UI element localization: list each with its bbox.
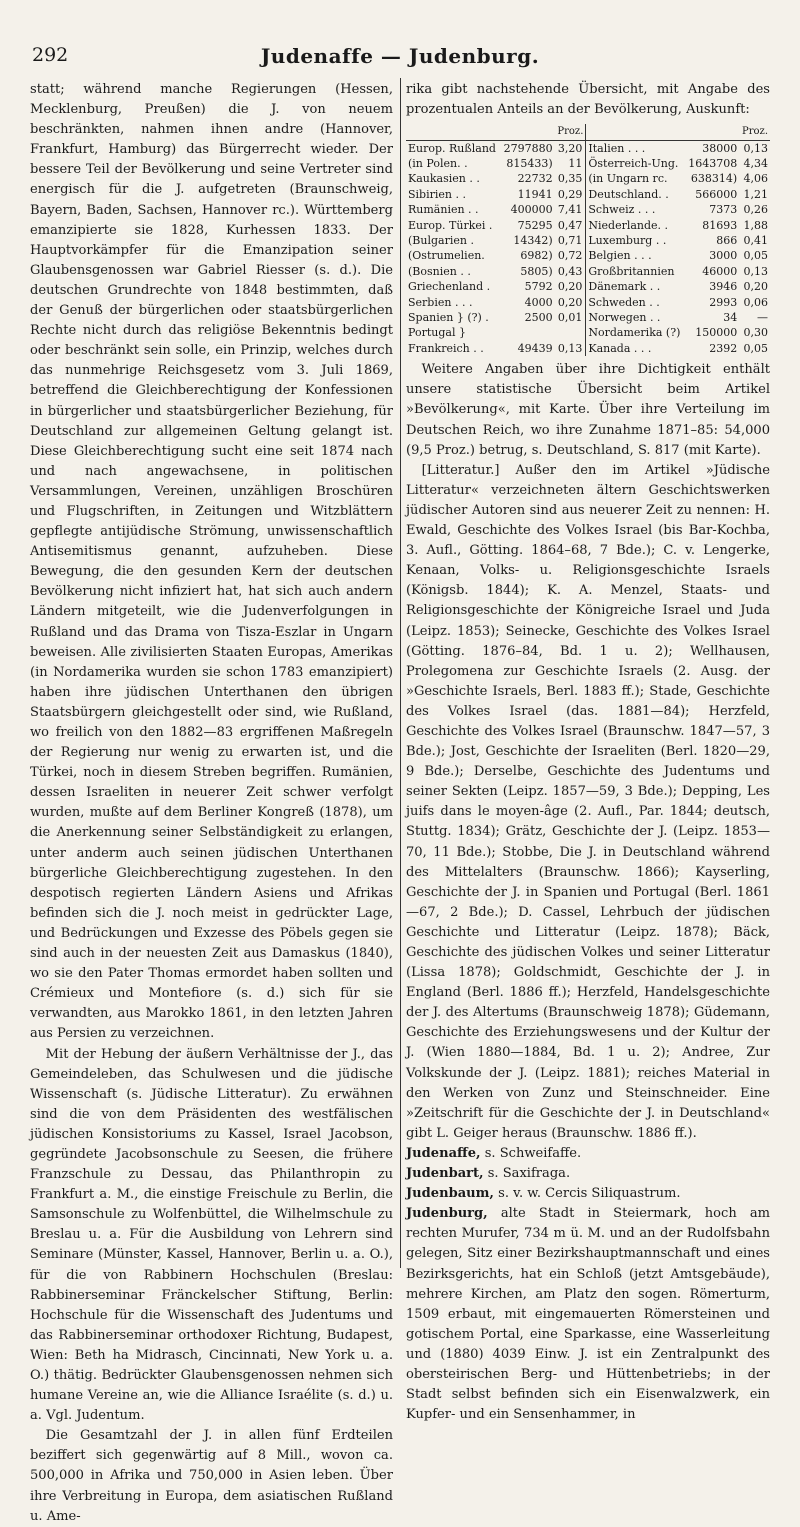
table-cell: 3000 xyxy=(709,249,738,263)
table-cell: 4,34 xyxy=(743,157,768,170)
table-cell: 2392 xyxy=(709,341,738,355)
table-cell: 4,06 xyxy=(743,172,768,186)
table-cell: 1643708 xyxy=(688,157,738,170)
table-row xyxy=(406,295,770,310)
dictionary-entry xyxy=(406,1164,770,1184)
table-cell: 0,06 xyxy=(743,295,768,309)
table-cell: 0,29 xyxy=(555,187,586,202)
entry-list xyxy=(406,1144,770,1425)
table-cell: Kaukasien . . xyxy=(408,172,480,186)
table-cell: — xyxy=(757,311,768,325)
table-cell: Niederlande. . xyxy=(588,218,669,232)
table-cell: Norwegen . . xyxy=(588,311,661,325)
table-cell: 400000 xyxy=(510,203,553,217)
table-cell: Luxemburg . . xyxy=(588,234,667,248)
table-cell: 34 xyxy=(723,311,738,325)
table-cell: 7,41 xyxy=(555,202,586,217)
table-cell: Portugal } xyxy=(408,326,466,340)
table-cell: 0,01 xyxy=(555,310,586,325)
table-cell: 11941 xyxy=(517,187,553,201)
table-cell: (Bulgarien . xyxy=(408,234,474,248)
table-cell xyxy=(555,325,586,340)
table-cell: 815433) xyxy=(506,157,553,170)
dictionary-entry xyxy=(406,1144,770,1164)
table-row xyxy=(406,279,770,294)
table-cell: 0,30 xyxy=(743,326,768,340)
table-cell: 14342) xyxy=(513,234,553,248)
table-row xyxy=(406,248,770,263)
entry-text: s. v. w. Cercis Siliquastrum. xyxy=(493,1186,681,1202)
table-cell: 0,20 xyxy=(555,279,586,294)
table-cell: 5805) xyxy=(520,264,553,278)
left-paragraph-1: statt; während manche Regierungen (Hessen, Mecklenburg, Preußen) die J. von neuem beschränkten, nahmen ihnen andre (Hannover, Frankfurt, Hamburg) das Bürgerrecht wieder. Der bessere Teil der Bevölkerung und seine Vertreter sind energisch für die J. aufgetreten (Braunschweig, Bayern, Baden, Sachsen, Hannover rc.). Württemberg emanzipierte sie 1828, Kurhessen 1833. Der Hauptvorkämpfer für die Emanzipation seiner Glaubensgenossen war Gabriel Riesser (s. d.). Die deutschen Grundrechte von 1848 bestimmten, daß der Genuß der bürgerlichen oder staatsbürgerlichen Rechte nicht durch das religiöse Bekenntnis bedingt oder beschränkt sein solle, ein Prinzip, welches durch das nunmehrige Reichsgesetz vom 3. Juli 1869, betreffend die Gleichberechtigung der Konfessionen in bürgerlicher und staatsbürgerlicher Beziehung, für Deutschland zur allgemeinen Geltung gelangt ist. Diese Gleichberechtigung sucht eine seit 1874 nach und nach angewachsene, in politischen Versammlungen, Vereinen, unzähligen Broschüren und Flugschriften, in Zeitungen und Witzblättern gepflegte antijüdische Strömung, unwissenschaftlich Antisemitismus genannt, aufzuheben. Diese Bewegung, die den gesunden Kern der deutschen Bevölkerung nicht infiziert hat, hat sich auch andern Ländern mitgeteilt, wie die Judenverfolgungen in Rußland und das Drama von Tisza-Eszlar in Ungarn beweisen. Alle zivilisierten Staaten Europas, Amerikas (in Nordamerika wurden sie schon 1783 emanzipiert) haben ihre jüdischen Unterthanen den übrigen Staatsbürgern gleichgestellt oder sind, wie Rußland, wo freilich von den 1882—83 ergriffenen Maßregeln der Regierung nur wenig zu erwarten ist, und die Türkei, noch in diesem Streben begriffen. Rumänien, dessen Israeliten in neuerer Zeit schwer verfolgt wurden, mußte auf dem Berliner Kongreß (1878), um die Anerkennung seiner Selbständigkeit zu erlangen, unter anderm auch seinen jüdischen Unterthanen bürgerliche Gleichberechtigung zugestehen. In den despotisch regierten Ländern Asiens und Afrikas befinden sich die J. noch meist in gedrückter Lage, und Bedrückungen und Exzesse des Pöbels gegen sie sind auch in der neuesten Zeit aus Damaskus (1840), wo sie den Pater Thomas ermordet haben sollten und Crémieux und Montefiore (s. d.) sich für sie verwandten, aus Marokko 1861, in den letzten Jahren aus Persien zu verzeichnen. xyxy=(30,82,393,1042)
table-cell: Serbien . . . xyxy=(408,295,473,309)
table-cell: 0,71 xyxy=(555,233,586,248)
table-cell: 2797880 xyxy=(500,140,554,156)
table-cell: 866 xyxy=(716,234,738,248)
table-cell: 6982) xyxy=(520,249,553,263)
table-row xyxy=(406,187,770,202)
table-cell: Griechenland . xyxy=(408,280,491,294)
table-cell: Kanada . . . xyxy=(588,341,652,355)
dictionary-entry xyxy=(406,1204,770,1425)
table-cell: 0,43 xyxy=(555,264,586,279)
entry-headword: Judenbart, xyxy=(406,1166,484,1182)
left-column xyxy=(30,80,393,1527)
table-cell: (Ostrumelien. xyxy=(408,249,485,263)
right-intro: rika gibt nachstehende Übersicht, mit Angabe des prozentualen Anteils an der Bevölkerung, Auskunft: xyxy=(406,82,770,118)
table-cell: 0,20 xyxy=(743,280,768,294)
table-cell: 7373 xyxy=(709,203,738,217)
right-paragraph-1: Weitere Angaben über ihre Dichtigkeit enthält unsere statistische Übersicht beim Artikel »Bevölkerung«, mit Karte. Über ihre Verteilung im Deutschen Reich, wo ihre Zunahme 1871–85: 54,000 (9,5 Proz.) betrug, s. Deutschland, S. 817 (mit Karte). xyxy=(406,362,770,458)
table-cell: Sibirien . . xyxy=(408,187,466,201)
table-cell: 1,88 xyxy=(743,218,768,232)
entry-headword: Judenburg, xyxy=(406,1206,488,1222)
table-cell: 0,13 xyxy=(555,341,586,356)
left-paragraph-2: Mit der Hebung der äußern Verhältnisse der J., das Gemeindeleben, das Schulwesen und die jüdische Wissenschaft (s. Jüdische Litteratur). Zu erwähnen sind die von dem Präsidenten des westfälischen jüdischen Konsistoriums zu Kassel, Israel Jacobson, gegründete Jacobsonschule zu Seesen, die frühere Franzschule zu Dessau, das Philanthropin zu Frankfurt a. M., die einstige Freischule zu Berlin, die Samsonschule zu Wolfenbüttel, die Wilhelmschule zu Breslau u. a. Für die Ausbildung von Lehrern sind Seminare (Münster, Kassel, Hannover, Berlin u. a. O.), für die von Rabbinern Hochschulen (Breslau: Rabbinerseminar Fränckelscher Stiftung, Berlin: Hochschule für die Wissenschaft des Judentums und das Rabbinerseminar orthodoxer Richtung, Budapest, Wien: Beth ha Midrasch, Cincinnati, New York u. a. O.) thätig. Bedrückter Glaubensgenossen nehmen sich humane Vereine an, wie die Alliance Israélite (s. d.) u. a. Vgl. Judentum. xyxy=(30,1046,393,1424)
right-column xyxy=(406,80,770,1425)
table-cell: Frankreich . . xyxy=(408,341,484,355)
table-cell: 0,35 xyxy=(555,171,586,186)
table-cell: Deutschland. . xyxy=(588,187,669,201)
table-cell: (in Polen. . xyxy=(408,157,468,170)
table-cell: 49439 xyxy=(517,341,553,355)
table-cell: Rumänien . . xyxy=(408,203,479,217)
table-cell: 75295 xyxy=(517,218,553,232)
dictionary-entry xyxy=(406,1184,770,1204)
pct-header-left: Proz. xyxy=(555,124,586,140)
table-cell: Europ. Türkei . xyxy=(408,218,493,232)
table-cell: Dänemark . . xyxy=(588,280,661,294)
table-cell: 3,20 xyxy=(555,140,586,156)
column-divider xyxy=(400,78,401,1268)
table-cell: Schweiz . . . xyxy=(588,203,656,217)
table-cell: Europ. Rußland xyxy=(406,140,500,156)
table-row xyxy=(406,325,770,340)
pct-header-right: Proz. xyxy=(742,126,768,138)
table-cell: Italien . . . xyxy=(586,140,685,156)
table-cell: Nordamerika (?) xyxy=(588,326,681,340)
table-cell: 0,26 xyxy=(743,203,768,217)
table-cell xyxy=(500,325,554,340)
table-cell: 0,72 xyxy=(555,248,586,263)
page-header xyxy=(30,44,770,70)
page-number: 292 xyxy=(32,44,69,66)
table-cell: 38000 xyxy=(685,140,739,156)
literature-paragraph: [Litteratur.] Außer den im Artikel »Jüdische Litteratur« verzeichneten ältern Geschichtswerken jüdischer Autoren sind aus neuerer Zeit zu nennen: H. Ewald, Geschichte des Volkes Israel (bis Bar-Kochba, 3. Aufl., Götting. 1864–68, 7 Bde.); C. v. Lengerke, Kenaan, Volks- u. Religionsgeschichte Israels (Königsb. 1844); K. A. Menzel, Staats- und Religionsgeschichte der Königreiche Israel und Juda (Leipz. 1853); Seinecke, Geschichte des Volkes Israel (Götting. 1876–84, Bd. 1 u. 2); Wellhausen, Prolegomena zur Geschichte Israels (2. Ausg. der »Geschichte Israels, Berl. 1883 ff.); Stade, Geschichte des Volkes Israel (das. 1881—84); Herzfeld, Geschichte des Volkes Israel (Braunschw. 1847—57, 3 Bde.); Jost, Geschichte der Israeliten (Berl. 1820—29, 9 Bde.); Derselbe, Geschichte des Judentums und seiner Sekten (Leipz. 1857—59, 3 Bde.); Depping, Les juifs dans le moyen-âge (2. Aufl., Par. 1844; deutsch, Stuttg. 1834); Grätz, Geschichte der J. (Leipz. 1853—70, 11 Bde.); Stobbe, Die J. in Deutschland während des Mittelalters (Braunschw. 1866); Kayserling, Geschichte der J. in Spanien und Portugal (Berl. 1861—67, 2 Bde.); D. Cassel, Lehrbuch der jüdischen Geschichte und Litteratur (Leipz. 1878); Bäck, Geschichte des jüdischen Volkes und seiner Litteratur (Lissa 1878); Goldschmidt, Geschichte der J. in England (Berl. 1886 ff.); Herzfeld, Handelsgeschichte der J. des Altertums (Braunschweig 1878); Güdemann, Geschichte des Erziehungswesens und der Kultur der J. (Wien 1880—1884, Bd. 1 u. 2); Andree, Zur Volkskunde der J. (Leipz. 1881); reiches Material in den Werken von Zunz und Steinschneider. Eine »Zeitschrift für die Geschichte der J. in Deutschland« gibt L. Geiger heraus (Braunschw. 1886 ff.). xyxy=(406,462,770,1141)
table-cell: 638314) xyxy=(690,172,738,186)
table-cell: 566000 xyxy=(695,187,738,201)
table-cell: 0,05 xyxy=(743,249,768,263)
table-cell: 0,05 xyxy=(743,341,768,355)
table-cell: 11 xyxy=(555,156,586,171)
population-table xyxy=(406,124,770,356)
table-cell: Großbritannien xyxy=(588,264,675,278)
table-row xyxy=(406,202,770,217)
table-cell: 81693 xyxy=(702,218,738,232)
table-cell: 150000 xyxy=(695,326,738,340)
left-paragraph-3: Die Gesamtzahl der J. in allen fünf Erdteilen beziffert sich gegenwärtig auf 8 Mill., wovon ca. 500,000 in Afrika und 750,000 in Asien leben. Über ihre Verbreitung in Europa, dem asiatischen Rußland u. Ame- xyxy=(30,1428,393,1524)
table-row xyxy=(406,218,770,233)
table-cell: (Bosnien . . xyxy=(408,264,471,278)
table-cell: 4000 xyxy=(524,295,553,309)
entry-text: s. Schweifaffe. xyxy=(480,1145,582,1161)
table-cell: 2500 xyxy=(524,311,553,325)
page-title: Judenaffe — Judenburg. xyxy=(260,44,540,68)
table-cell: 0,20 xyxy=(555,295,586,310)
table-cell: 1,21 xyxy=(743,187,768,201)
table-cell: 2993 xyxy=(709,295,738,309)
table-row xyxy=(406,156,770,171)
table-row xyxy=(406,233,770,248)
table-cell: Schweden . . xyxy=(588,295,660,309)
entry-headword: Judenaffe, xyxy=(406,1145,481,1161)
table-cell: 3946 xyxy=(709,280,738,294)
table-cell: Spanien } (?) . xyxy=(408,311,489,325)
table-cell: 0,47 xyxy=(555,218,586,233)
table-cell: 5792 xyxy=(524,280,553,294)
entry-text: alte Stadt in Steiermark, hoch am rechten Murufer, 734 m ü. M. und an der Rudolfsbahn gelegen, Sitz einer Bezirkshauptmannschaft und eines Bezirksgerichts, hat ein Schloß (jetzt Amtsgebäude), mehrere Kirchen, am Platz den sogen. Römerturm, 1509 erbaut, mit eingemauerten Römersteinen und gotischem Portal, eine Sparkasse, eine Wasserleitung und (1880) 4039 Einw. J. ist ein Zentralpunkt des obersteirischen Berg- und Hüttenbetriebs; in der Stadt selbst befinden sich ein Eisenwalzwerk, ein Kupfer- und ein Sensenhammer, in xyxy=(406,1206,770,1423)
entry-headword: Judenbaum, xyxy=(406,1186,494,1202)
table-cell: Belgien . . . xyxy=(588,249,652,263)
table-cell: 22732 xyxy=(517,172,553,186)
table-row xyxy=(406,310,770,325)
table-cell: 46000 xyxy=(702,264,738,278)
table-row xyxy=(406,341,770,356)
entry-text: s. Saxifraga. xyxy=(483,1166,571,1182)
table-row xyxy=(406,264,770,279)
table-cell: 0,13 xyxy=(739,140,770,156)
table-cell: 0,13 xyxy=(743,264,768,278)
table-row xyxy=(406,140,770,156)
table-cell: Österreich-Ung. xyxy=(588,157,679,170)
table-cell: (in Ungarn rc. xyxy=(588,172,668,186)
table-cell: 0,41 xyxy=(743,234,768,248)
table-row xyxy=(406,171,770,186)
